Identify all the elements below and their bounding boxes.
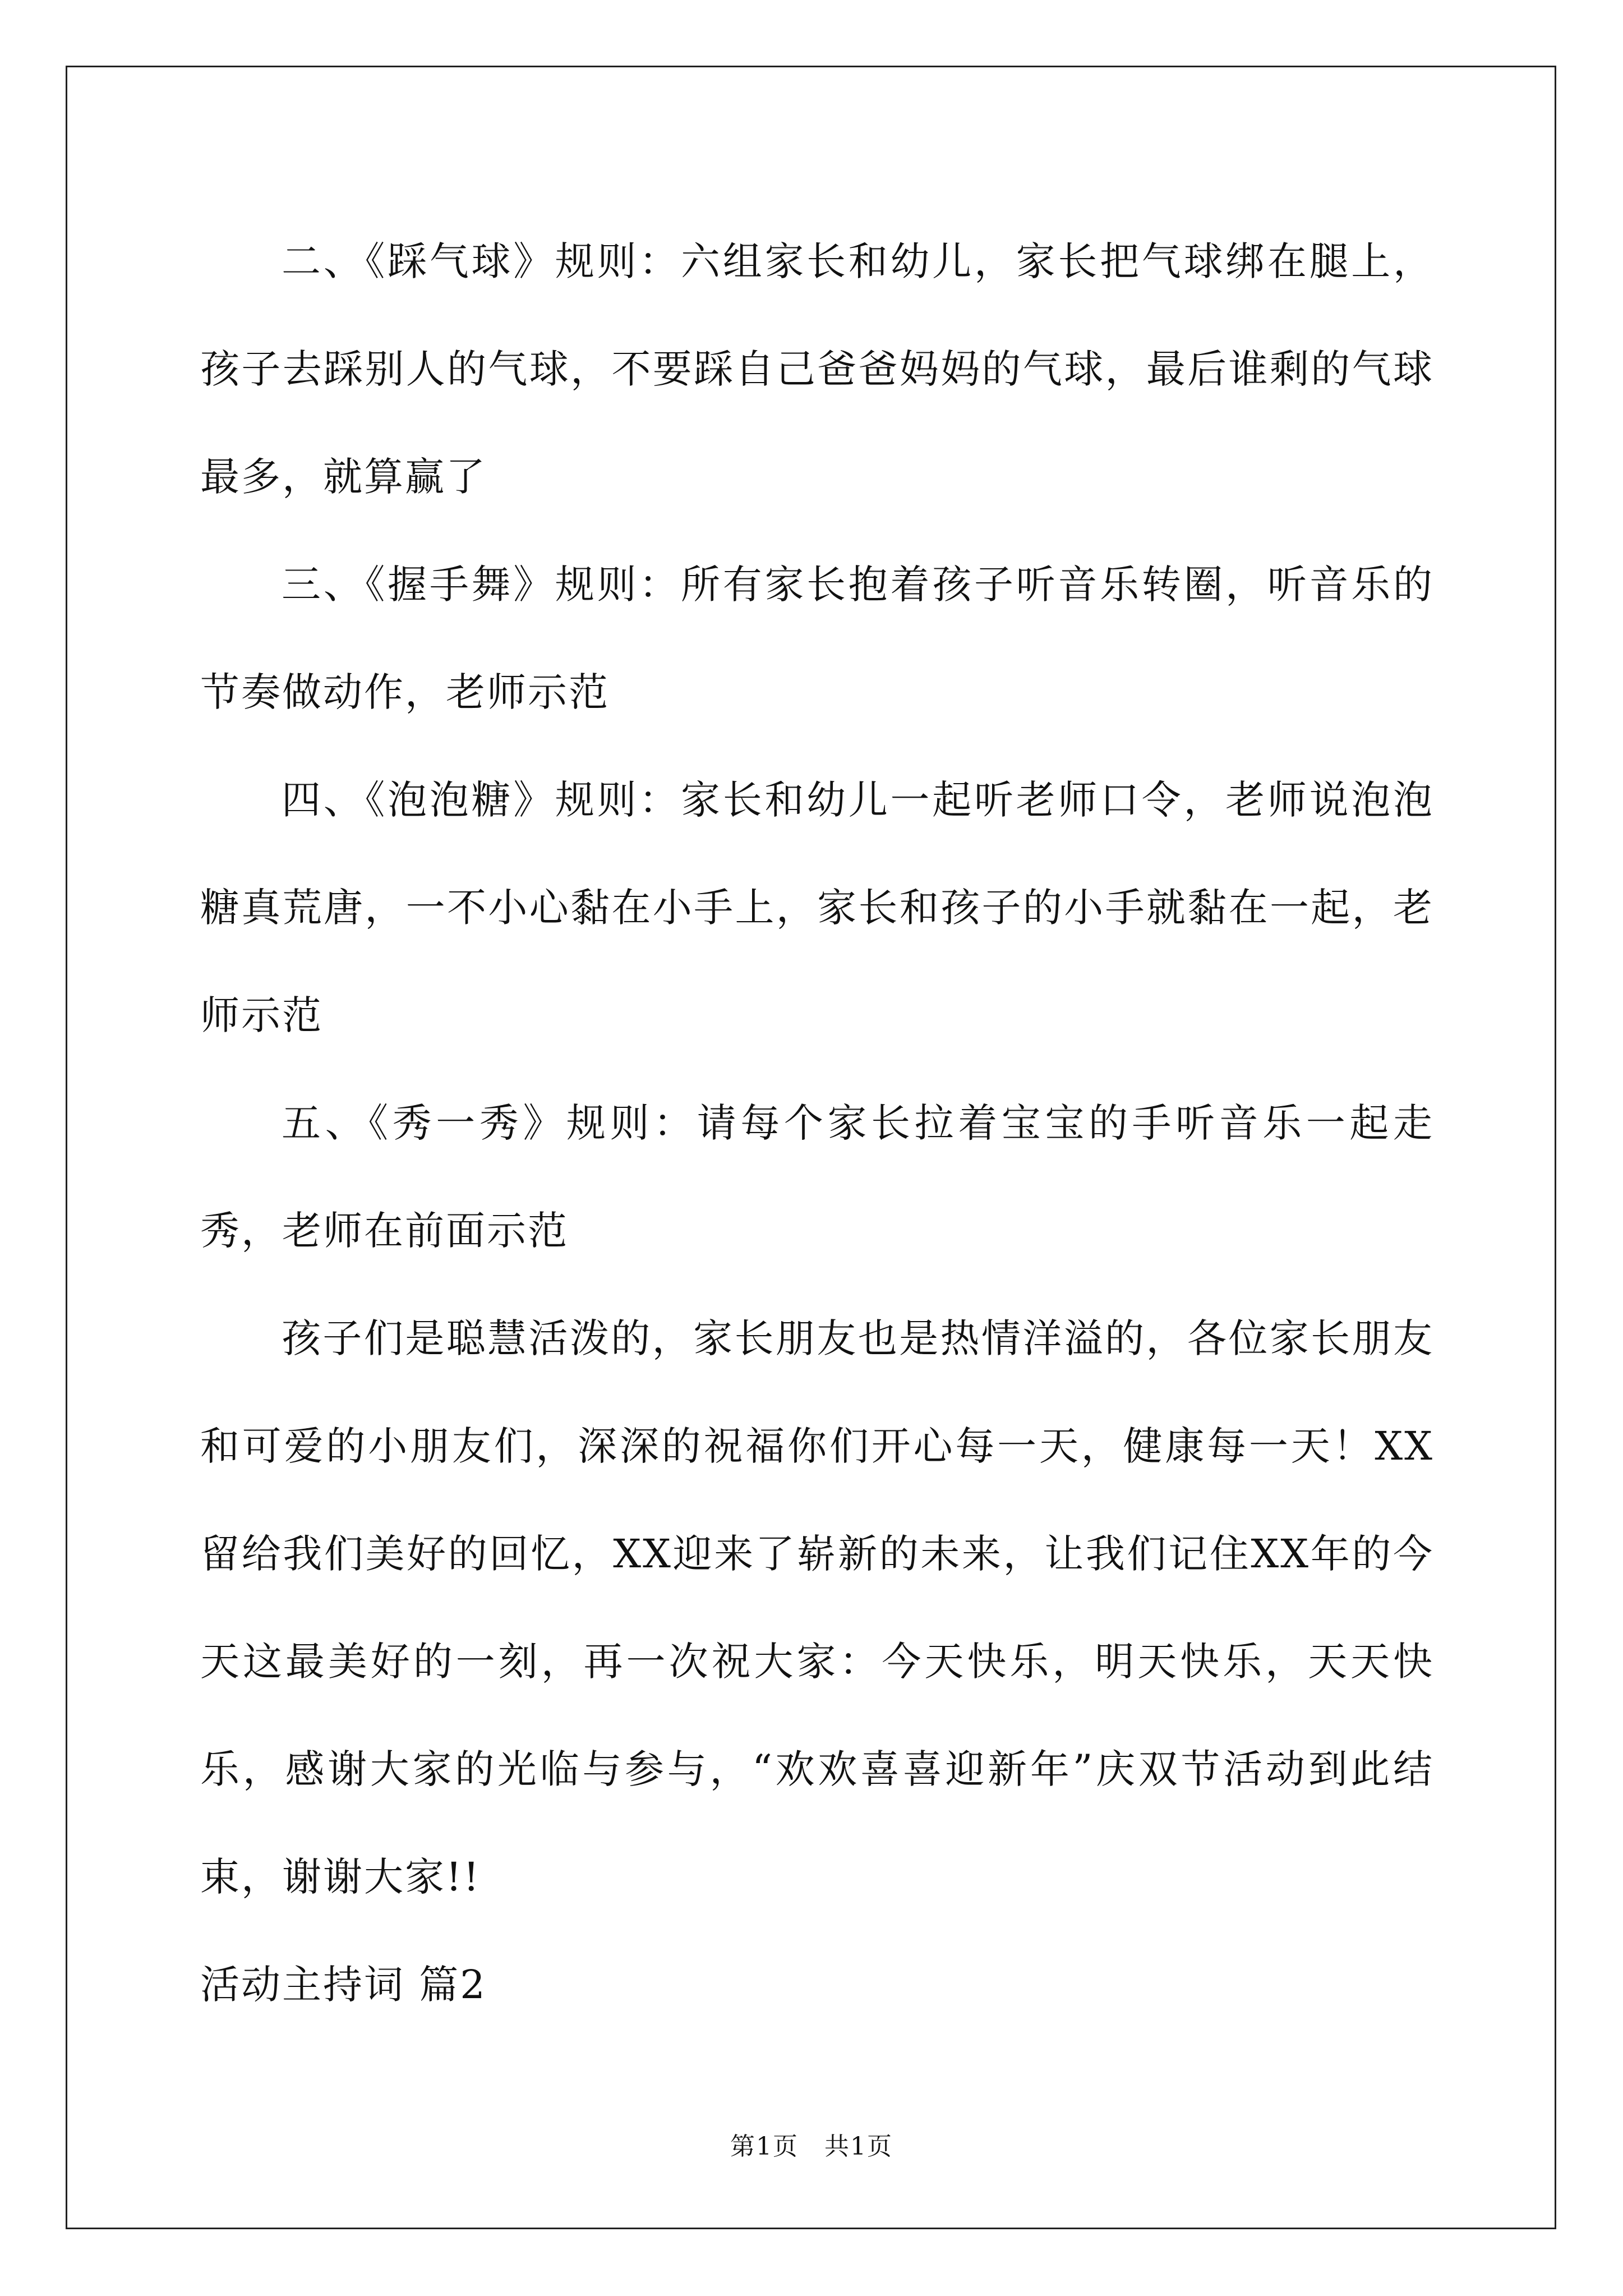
paragraph-closing: 孩子们是聪慧活泼的，家长朋友也是热情洋溢的，各位家长朋友和可爱的小朋友们，深深的祝福你们开心每一天，健康每一天！XX留给我们美好的回忆，XX迎来了崭新的未来，让我们记住XX年的今天这最美好的一刻，再一次祝大家：今天快乐，明天快乐，天天快乐，感谢大家的光临与参与，“欢欢喜喜迎新年”庆双节活动到此结束，谢谢大家!! <box>200 1315 1434 1900</box>
paragraph-rule-2: 二、《踩气球》规则：六组家长和幼儿，家长把气球绑在腿上，孩子去踩别人的气球，不要踩自己爸爸妈妈的气球，最后谁剩的气球最多，就算赢了 <box>200 238 1434 500</box>
page-footer: 第1页 共1页 <box>730 2132 893 2161</box>
paragraph-rule-3: 三、《握手舞》规则：所有家长抱着孩子听音乐转圈，听音乐的节奏做动作，老师示范 <box>200 562 1434 715</box>
section-heading: 活动主持词 篇2 <box>200 1962 487 2008</box>
document-body <box>200 208 1434 2039</box>
paragraph-rule-5: 五、《秀一秀》规则：请每个家长拉着宝宝的手听音乐一起走秀，老师在前面示范 <box>200 1100 1434 1254</box>
paragraph-rule-4: 四、《泡泡糖》规则：家长和幼儿一起听老师口令，老师说泡泡糖真荒唐，一不小心黏在小手上，家长和孩子的小手就黏在一起，老师示范 <box>200 777 1434 1038</box>
